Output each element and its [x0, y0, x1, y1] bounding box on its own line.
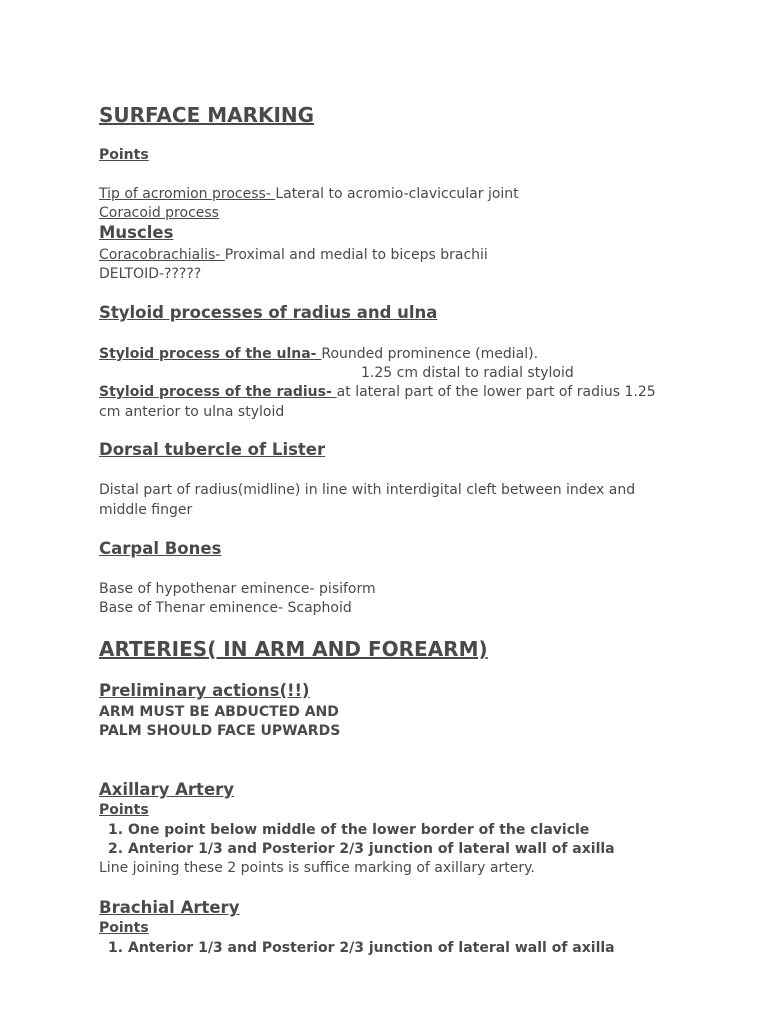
list-number: 1 .: [99, 821, 128, 840]
points-label: Points: [99, 147, 149, 163]
deltoid-line: DELTOID-?????: [99, 266, 202, 282]
brachial-points-label: Points: [99, 920, 149, 936]
surface-marking-heading: SURFACE MARKING: [99, 103, 315, 127]
carpal-line-1: Base of hypothenar eminence- pisiform: [99, 581, 376, 597]
axillary-points-label: Points: [99, 802, 149, 818]
ulna-styloid-text-2: 1.25 cm distal to radial styloid: [361, 365, 574, 381]
list-item: [99, 821, 589, 840]
coracobrachialis-text: Proximal and medial to biceps brachii: [224, 247, 488, 263]
axillary-note: Line joining these 2 points is suffice marking of axillary artery.: [99, 860, 535, 876]
list-number: 1 .: [99, 939, 128, 958]
arteries-heading: ARTERIES( IN ARM AND FOREARM): [99, 637, 488, 661]
list-item-text: Anterior 1/3 and Posterior 2/3 junction of lateral wall of axilla: [128, 940, 615, 956]
styloid-heading: Styloid processes of radius and ulna: [99, 303, 438, 322]
radius-styloid-text: at lateral part of the lower part of radius 1.25 cm anterior to ulna styloid: [99, 384, 656, 420]
preliminary-heading: Preliminary actions(!!): [99, 681, 310, 700]
acromion-text: Lateral to acromio-claviccular joint: [275, 186, 519, 202]
brachial-heading: Brachial Artery: [99, 898, 240, 917]
lister-heading: Dorsal tubercle of Lister: [99, 440, 326, 459]
acromion-line: [99, 185, 519, 204]
list-item-text: One point below middle of the lower border of the clavicle: [128, 822, 590, 838]
list-item-text: Anterior 1/3 and Posterior 2/3 junction of lateral wall of axilla: [128, 841, 615, 857]
coracobrachialis-label: Coracobrachialis-: [99, 247, 225, 263]
list-number: 2 .: [99, 840, 128, 859]
ulna-styloid-line: [99, 345, 538, 364]
list-item: [99, 840, 615, 859]
lister-text: Distal part of radius(midline) in line with interdigital cleft between index and middle finger: [99, 482, 636, 518]
axillary-heading: Axillary Artery: [99, 780, 235, 799]
muscles-heading: Muscles: [99, 223, 174, 242]
radius-styloid-line: [99, 383, 674, 422]
coracoid-label: Coracoid process: [99, 205, 219, 221]
carpal-heading: Carpal Bones: [99, 539, 222, 558]
preliminary-line-2: PALM SHOULD FACE UPWARDS: [99, 723, 341, 739]
ulna-styloid-label: Styloid process of the ulna-: [99, 346, 322, 362]
preliminary-line-1: ARM MUST BE ABDUCTED AND: [99, 704, 339, 720]
radius-styloid-label: Styloid process of the radius-: [99, 384, 337, 400]
coracobrachialis-line: [99, 246, 488, 265]
carpal-line-2: Base of Thenar eminence- Scaphoid: [99, 600, 352, 616]
ulna-styloid-text: Rounded prominence (medial).: [321, 346, 539, 362]
acromion-label: Tip of acromion process-: [99, 186, 276, 202]
list-item: [99, 939, 615, 958]
